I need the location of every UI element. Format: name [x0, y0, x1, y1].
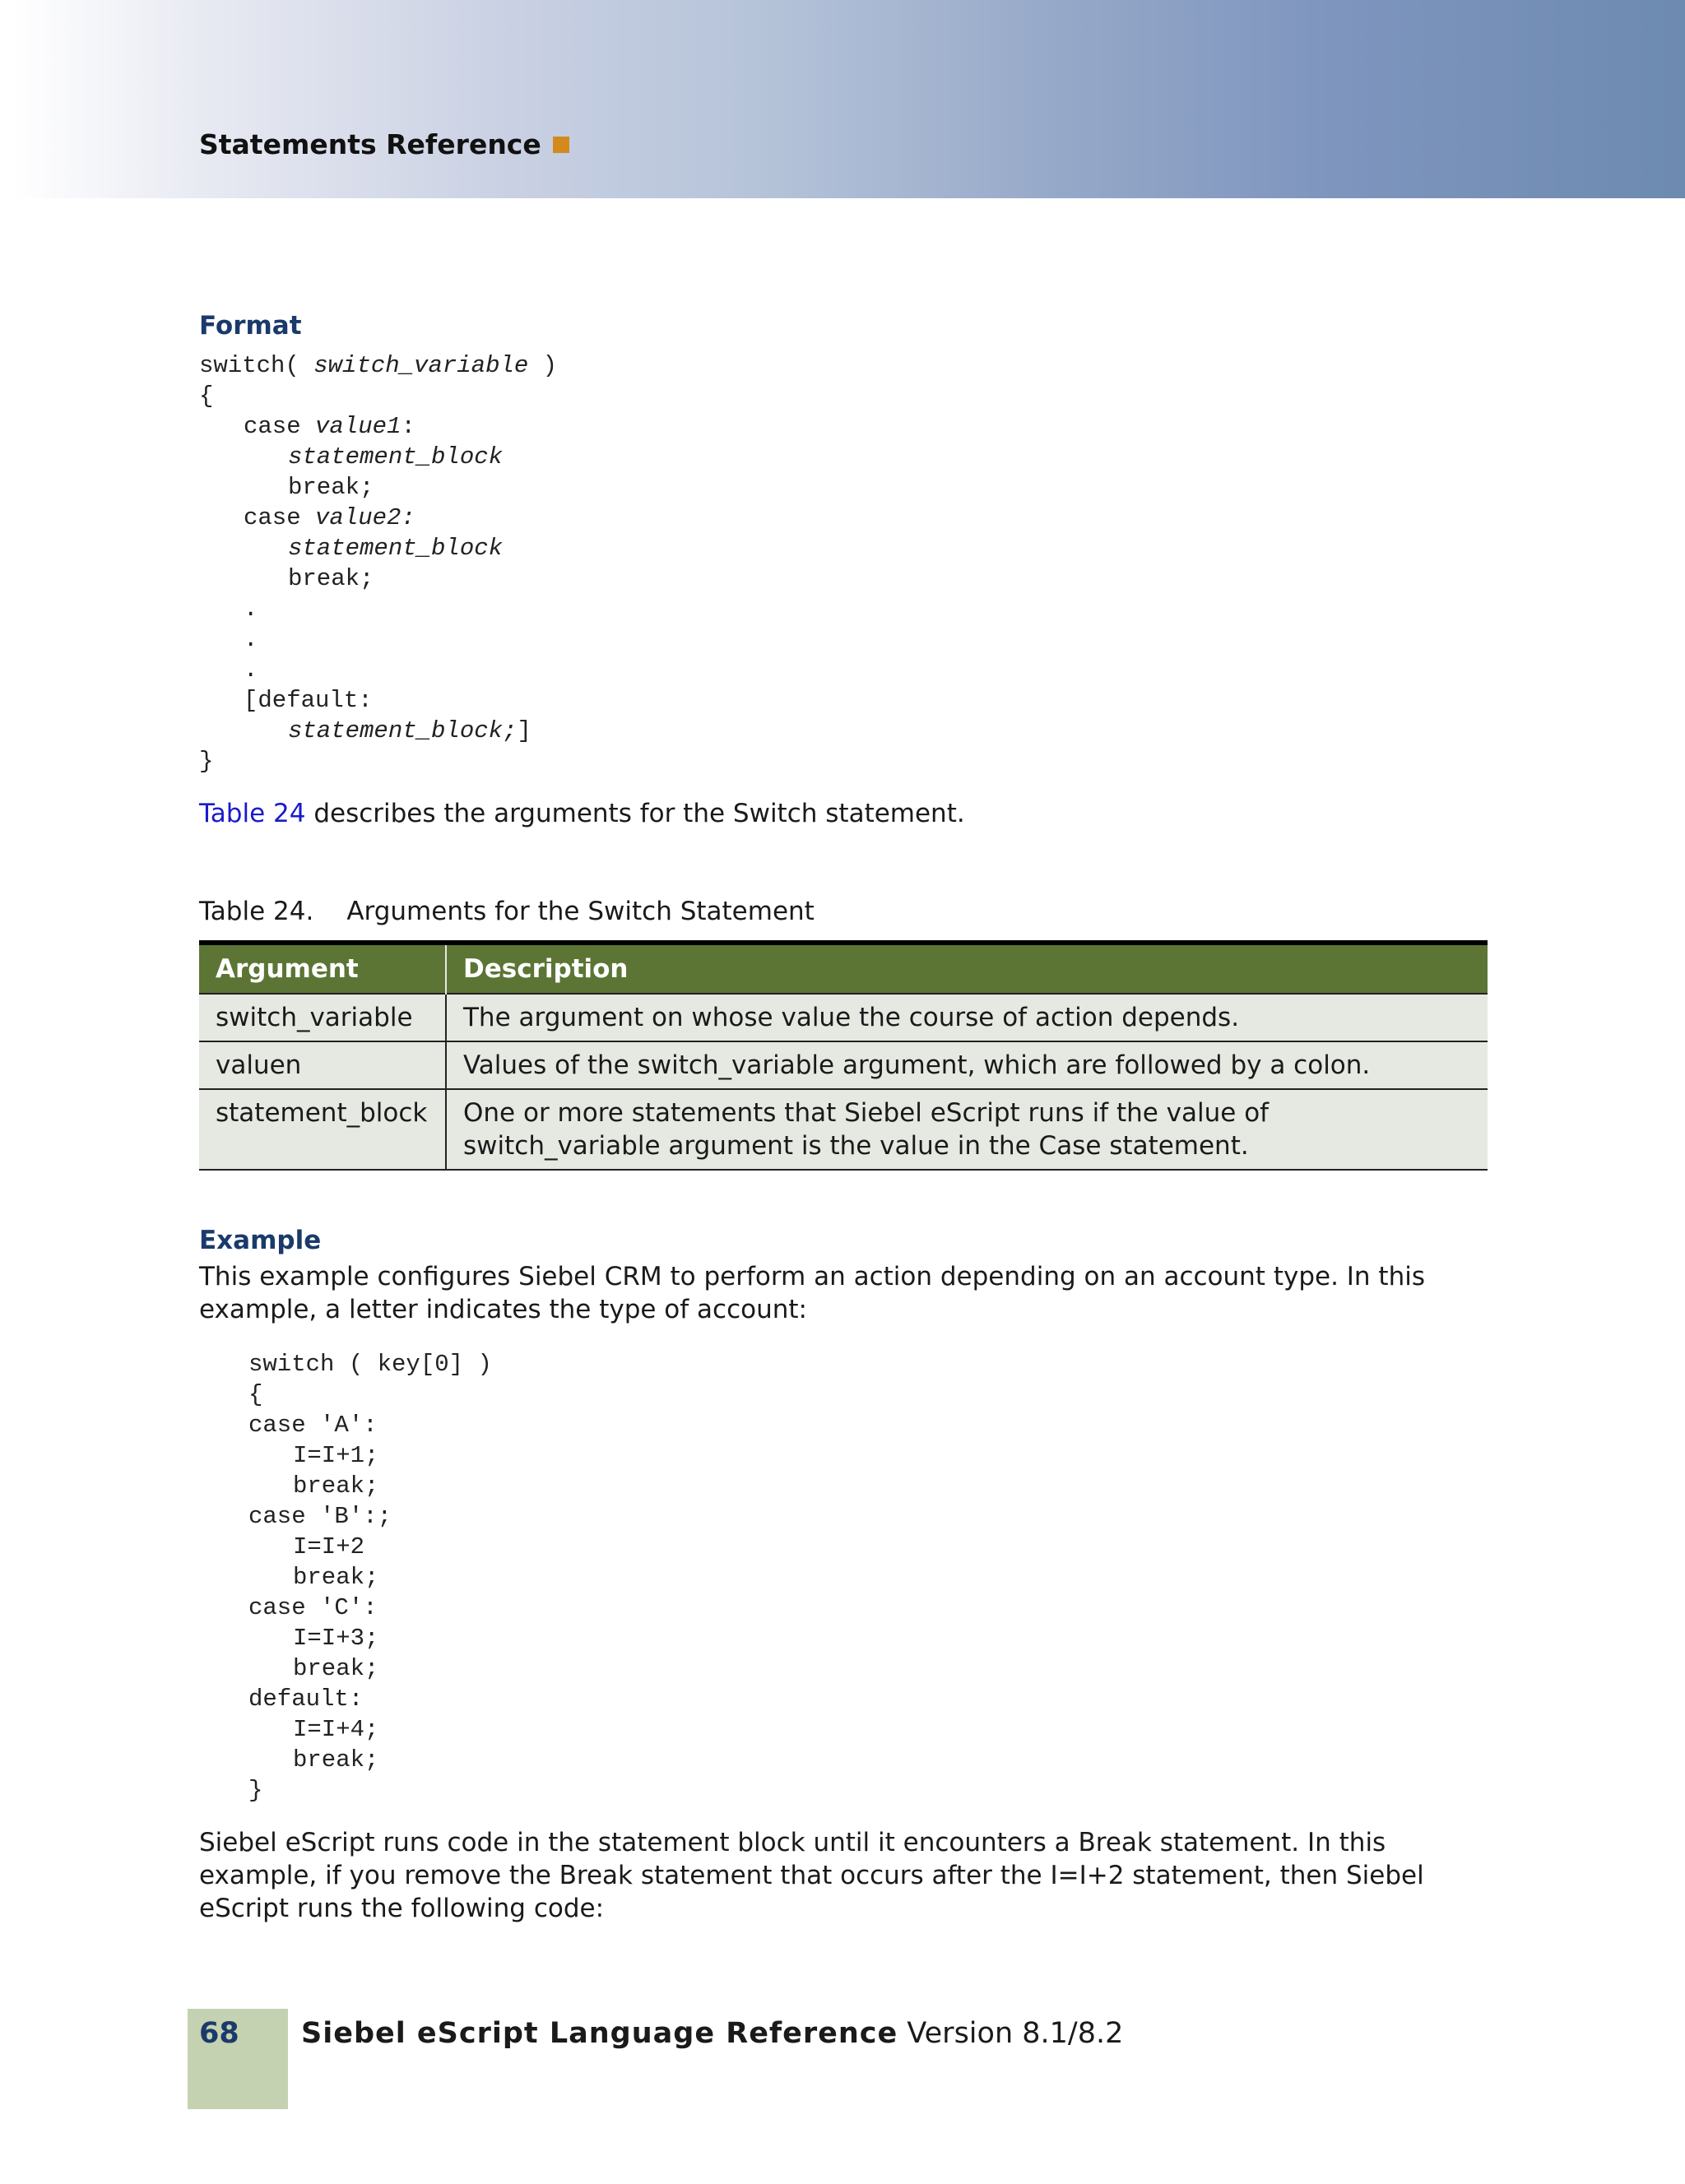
table-row — [199, 1041, 1488, 1089]
code-text: . — [244, 596, 258, 623]
example-description: This example configures Siebel CRM to perform an action depending on an account type. In this example, a letter indicates the type of account: — [199, 1262, 1425, 1324]
running-header — [199, 128, 569, 160]
code-line — [199, 746, 557, 777]
code-line: break; — [293, 1746, 379, 1774]
example-code-block — [248, 1349, 492, 1806]
header-title: Statements Reference — [199, 128, 541, 160]
code-line — [199, 472, 557, 503]
code-text: case — [244, 504, 316, 531]
code-line — [199, 533, 557, 563]
code-placeholder: statement_block; — [288, 717, 518, 744]
code-line: default: — [248, 1686, 364, 1713]
code-line — [199, 655, 557, 685]
footer-title — [301, 2017, 1123, 2050]
code-placeholder: value2: — [315, 504, 415, 531]
code-text: [default: — [244, 687, 373, 714]
code-line: switch ( key[0] ) — [248, 1351, 492, 1378]
code-line — [199, 594, 557, 624]
example-heading: Example — [199, 1226, 322, 1255]
code-line: case 'B':; — [248, 1503, 392, 1530]
code-line: break; — [293, 1564, 379, 1591]
code-placeholder: statement_block — [288, 443, 504, 471]
table-caption — [199, 897, 815, 926]
table-caption-label: Table 24. — [199, 897, 314, 926]
code-line — [199, 563, 557, 594]
code-placeholder: statement_block — [288, 535, 504, 562]
description-cell: Values of the switch_variable argument, which are followed by a colon. — [446, 1041, 1488, 1089]
code-text: switch( — [199, 352, 314, 379]
code-line — [199, 381, 557, 411]
code-placeholder: value1 — [315, 413, 402, 440]
code-text: } — [199, 748, 214, 775]
code-text: case — [244, 413, 316, 440]
description-cell: One or more statements that Siebel eScript runs if the value of switch_variable argument is the value in the Case statement. — [446, 1089, 1488, 1170]
book-version: Version 8.1/8.2 — [898, 2017, 1124, 2050]
code-line: case 'C': — [248, 1594, 378, 1621]
format-code-block — [199, 350, 557, 777]
code-line: I=I+4; — [293, 1716, 379, 1743]
argument-cell: switch_variable — [199, 994, 446, 1041]
code-line — [199, 716, 557, 746]
code-line: { — [248, 1381, 263, 1408]
code-text: ] — [517, 717, 531, 744]
table-intro-text: describes the arguments for the Switch statement. — [305, 799, 965, 828]
code-text: break; — [288, 474, 374, 501]
column-header-argument: Argument — [199, 943, 446, 994]
code-text: : — [401, 413, 415, 440]
code-line: I=I+3; — [293, 1625, 379, 1652]
arguments-table — [199, 940, 1488, 1171]
code-line — [199, 442, 557, 472]
code-text: . — [244, 626, 258, 653]
code-placeholder: switch_variable — [313, 352, 529, 379]
code-line — [199, 411, 557, 442]
book-title: Siebel eScript Language Reference — [301, 2017, 898, 2050]
code-text: ) — [528, 352, 558, 379]
code-line: I=I+1; — [293, 1442, 379, 1469]
code-text: { — [199, 383, 214, 410]
format-heading: Format — [199, 311, 302, 341]
code-line: I=I+2 — [293, 1533, 365, 1560]
code-line — [199, 350, 557, 381]
table-row — [199, 1089, 1488, 1170]
table-caption-title: Arguments for the Switch Statement — [346, 897, 815, 926]
argument-cell: valuen — [199, 1041, 446, 1089]
code-line: break; — [293, 1472, 379, 1500]
code-text: . — [244, 656, 258, 684]
code-line — [199, 503, 557, 533]
description-cell: The argument on whose value the course of action depends. — [446, 994, 1488, 1041]
header-marker — [553, 137, 569, 153]
column-header-description: Description — [446, 943, 1488, 994]
closing-paragraph: Siebel eScript runs code in the statement block until it encounters a Break statement. In this example, if you remove the Break statement that occurs after the I=I+2 statement, then Siebel eScript runs the following code: — [199, 1828, 1424, 1923]
table-row — [199, 994, 1488, 1041]
code-line — [199, 624, 557, 655]
table-24-link[interactable]: Table 24 — [199, 799, 306, 828]
code-text: break; — [288, 565, 374, 592]
code-line: } — [248, 1777, 263, 1804]
page-number: 68 — [199, 2017, 239, 2050]
code-line — [199, 685, 557, 716]
code-line: case 'A': — [248, 1412, 378, 1439]
code-line: break; — [293, 1655, 379, 1682]
table-intro — [199, 797, 1491, 830]
argument-cell: statement_block — [199, 1089, 446, 1170]
header-band — [12, 0, 1685, 198]
